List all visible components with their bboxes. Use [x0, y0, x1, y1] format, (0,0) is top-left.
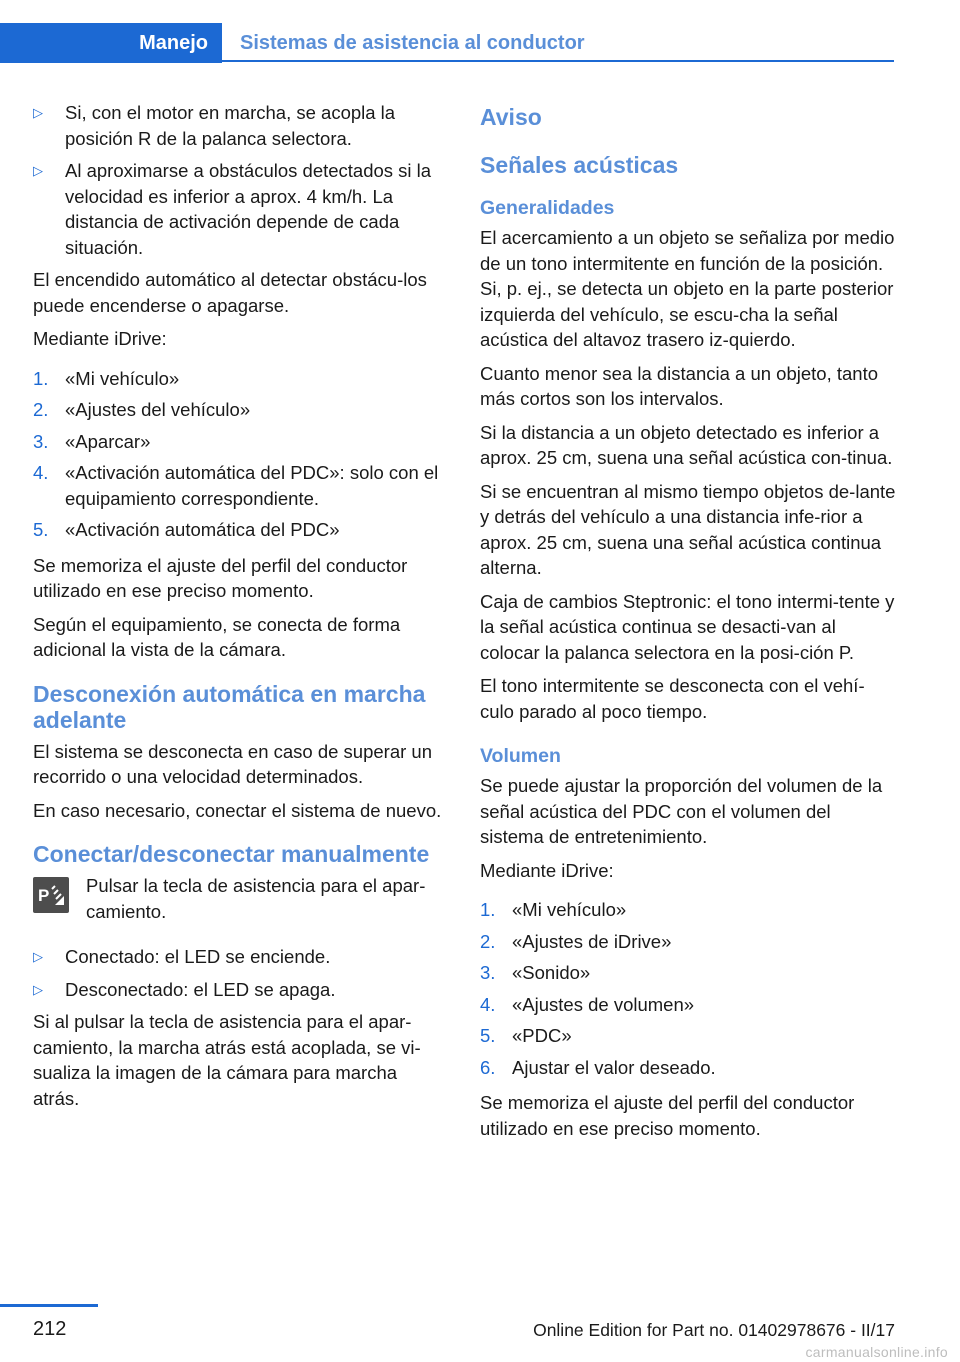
step-text: «Mi vehículo»: [65, 367, 180, 389]
paragraph: Según el equipamiento, se conecta de forma adicional la vista de la cámara.: [33, 613, 401, 660]
step-text: «Mi vehículo»: [512, 899, 627, 920]
paragraph: Si la distancia a un objeto detectado es inferior a aprox. 25 cm, suena una señal acústica con‐tinua.: [480, 421, 893, 468]
subsection-heading: Volumen: [480, 745, 561, 767]
left-column: [33, 100, 448, 1119]
step-text: «Activación automática del PDC»: solo con el equipamiento correspondiente.: [65, 462, 439, 509]
step-number: 5.: [480, 1025, 496, 1046]
list-item: [33, 397, 448, 423]
list-item: [33, 977, 448, 1003]
step-number: 5.: [33, 519, 49, 540]
parking-assist-icon: [33, 877, 69, 913]
list-item-text: Al aproximarse a obstáculos detectados si la velocidad es inferior a aprox. 4 km/h. La distancia de activación depende de cada situación.: [65, 160, 432, 258]
paragraph: El acercamiento a un objeto se señaliza por medio de un tono intermitente en función de la posición. Si, p. ej., se detecta un objeto en la parte posterior izquierda del vehículo, se escu‐cha la señal acústica del altavoz trasero iz‐quierdo.: [480, 227, 895, 350]
paragraph: Caja de cambios Steptronic: el tono intermi‐tente y la señal acústica continua se desacti‐van al colocar la palanca selectora en la posi‐ción P.: [480, 590, 895, 663]
step-text: «Ajustes de volumen»: [512, 993, 695, 1015]
footer-rule: [0, 1304, 98, 1307]
watermark: carmanualsonline.info: [805, 1344, 948, 1360]
paragraph: Se puede ajustar la proporción del volumen de la señal acústica del PDC con el volumen del sistema de entretenimiento.: [480, 775, 883, 847]
page-number: 212: [33, 1318, 67, 1340]
list-item: [33, 517, 448, 543]
step-number: 3.: [33, 430, 49, 452]
list-item: [480, 1055, 898, 1081]
numbered-list: [480, 897, 898, 1080]
step-text: «Ajustes de iDrive»: [512, 930, 672, 952]
header-rule: [222, 60, 894, 62]
step-number: 2.: [33, 399, 49, 420]
section-heading: Aviso: [480, 104, 542, 130]
list-item-text: Desconectado: el LED se apaga.: [65, 978, 336, 1000]
step-number: 4.: [480, 993, 496, 1015]
paragraph: En caso necesario, conectar el sistema de nuevo.: [33, 799, 442, 821]
step-text: Ajustar el valor deseado.: [512, 1056, 716, 1078]
step-text: «PDC»: [512, 1025, 572, 1046]
step-number: 2.: [480, 930, 496, 952]
header-chapter-title: Sistemas de asistencia al conductor: [240, 32, 585, 54]
list-item-text: Conectado: el LED se enciende.: [65, 946, 331, 967]
step-text: «Sonido»: [512, 962, 591, 983]
list-item: [33, 429, 448, 455]
svg-text:P: P: [38, 886, 50, 905]
list-item: [480, 960, 898, 986]
list-item: [480, 929, 898, 955]
paragraph: Se memoriza el ajuste del perfil del conductor utilizado en ese preciso momento.: [33, 554, 408, 601]
step-text: «Ajustes del vehículo»: [65, 399, 251, 420]
paragraph: El sistema se desconecta en caso de superar un recorrido o una velocidad determinados.: [33, 740, 433, 787]
button-instruction: [33, 873, 448, 924]
paragraph: Si se encuentran al mismo tiempo objetos de‐lante y detrás del vehículo a una distancia infe‐rior a aprox. 25 cm, suena una señal acústica continua alterna.: [480, 480, 896, 578]
bullet-triangle-icon: ▷: [33, 949, 43, 964]
paragraph: Cuanto menor sea la distancia a un objeto, tanto más cortos son los intervalos.: [480, 362, 879, 409]
step-number: 1.: [480, 899, 496, 920]
paragraph: Mediante iDrive:: [480, 859, 614, 881]
section-heading: Señales acústicas: [480, 152, 679, 178]
list-item-text: Si, con el motor en marcha, se acopla la posición R de la palanca selectora.: [65, 102, 396, 149]
list-item: [480, 992, 898, 1018]
list-item: [33, 158, 448, 260]
bullet-triangle-icon: ▷: [33, 105, 43, 120]
header-section-label: Manejo: [139, 32, 208, 54]
paragraph: Si al pulsar la tecla de asistencia para el apar‐camiento, la marcha atrás está acoplada, se vi‐sualiza la imagen de la cámara para marcha atrás.: [33, 1011, 421, 1109]
list-item: [33, 366, 448, 392]
list-item: [33, 460, 448, 511]
list-item: [33, 100, 448, 151]
step-text: «Aparcar»: [65, 430, 151, 452]
section-heading: Desconexión automática en marcha adelante: [33, 680, 426, 733]
section-heading: Conectar/desconectar manualmente: [33, 841, 430, 867]
paragraph: El encendido automático al detectar obstácu‐los puede encenderse o apagarse.: [33, 269, 427, 316]
step-number: 3.: [480, 962, 496, 983]
list-item: [33, 944, 448, 970]
bullet-triangle-icon: ▷: [33, 163, 43, 178]
step-number: 1.: [33, 367, 49, 389]
step-number: 6.: [480, 1056, 496, 1078]
numbered-list: [33, 366, 448, 543]
edition-note: Online Edition for Part no. 01402978676 - II/17: [533, 1320, 895, 1340]
subsection-heading: Generalidades: [480, 197, 615, 219]
bullet-triangle-icon: ▷: [33, 981, 43, 997]
list-item: [480, 897, 898, 923]
paragraph: Mediante iDrive:: [33, 328, 167, 349]
step-text: «Activación automática del PDC»: [65, 519, 340, 540]
paragraph: Se memoriza el ajuste del perfil del conductor utilizado en ese preciso momento.: [480, 1092, 855, 1139]
paragraph: El tono intermitente se desconecta con el vehí‐culo parado al poco tiempo.: [480, 675, 865, 722]
list-item: [480, 1023, 898, 1049]
step-number: 4.: [33, 462, 49, 483]
button-instruction-text: Pulsar la tecla de asistencia para el apar‐camiento.: [86, 875, 426, 922]
right-column: [480, 100, 898, 1149]
